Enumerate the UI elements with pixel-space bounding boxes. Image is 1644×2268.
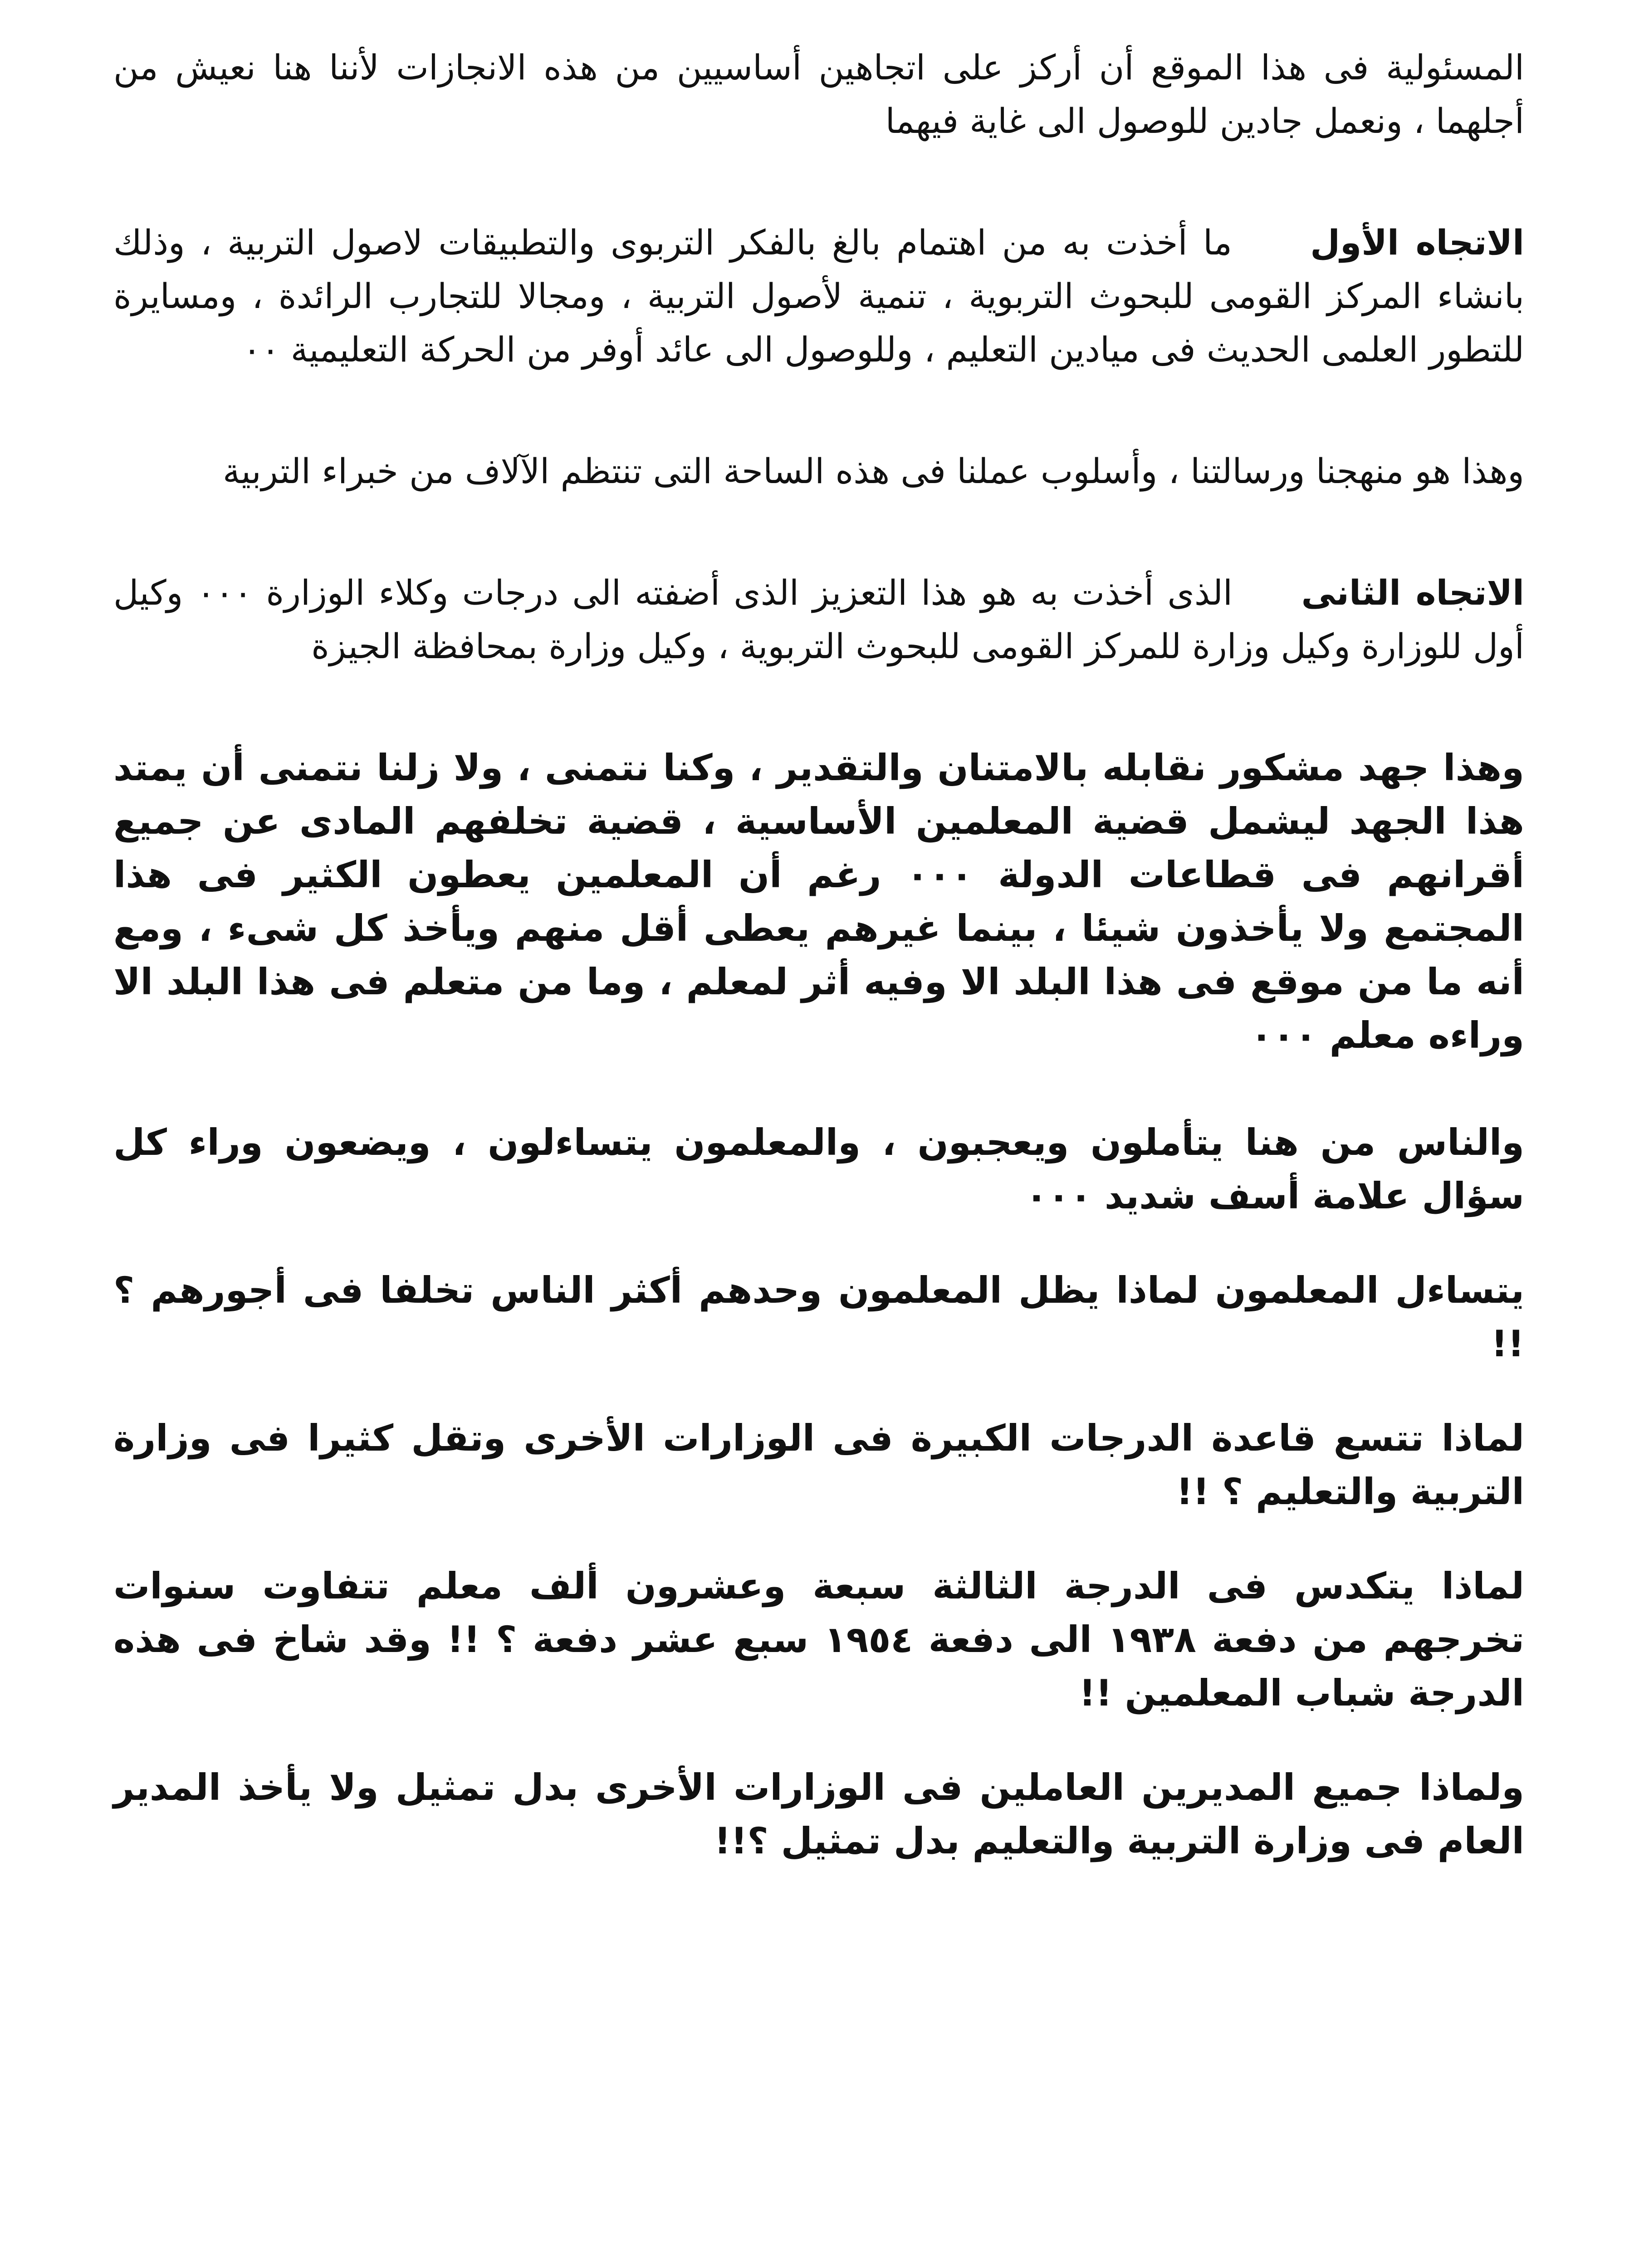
paragraph-heading: الاتجاه الأول [1310,222,1525,263]
paragraph-text: الذى أخذت به هو هذا التعزيز الذى أضفته الى درجات وكلاء الوزارة ٠٠٠ وكيل أول للوزارة وكيل وزارة للمركز القومى للبحوث التربوية ، وكيل وزارة بمحافظة الجيزة [113,572,1524,666]
paragraph-question-grades [113,1412,1524,1519]
paragraph-text: ولماذا جميع المديرين العاملين فى الوزارات الأخرى بدل تمثيل ولا يأخذ المدير العام فى وزارة التربية والتعليم بدل تمثيل ؟!! [113,1766,1524,1862]
paragraph-approach [113,445,1524,498]
paragraph-text: يتساءل المعلمون لماذا يظل المعلمون وحدهم أكثر الناس تخلفا فى أجورهم ؟ !! [113,1269,1524,1365]
paragraph-teachers-issue [113,741,1524,1062]
paragraph-text: والناس من هنا يتأملون ويعجبون ، والمعلمون يتساءلون ، ويضعون وراء كل سؤال علامة أسف شديد ٠٠٠ [113,1121,1524,1217]
paragraph-text: وهذا هو منهجنا ورسالتنا ، وأسلوب عملنا فى هذه الساحة التى تنتظم الآلاف من خبراء التربية [223,451,1524,491]
paragraph-heading: الاتجاه الثانى [1301,572,1524,613]
paragraph-intro [113,41,1524,148]
document-page [113,41,1524,2268]
paragraph-question-allowance [113,1761,1524,1868]
paragraph-text: لماذا تتسع قاعدة الدرجات الكبيرة فى الوزارات الأخرى وتقل كثيرا فى وزارة التربية والتعليم ؟ !! [113,1417,1524,1513]
paragraph-text: لماذا يتكدس فى الدرجة الثالثة سبعة وعشرون ألف معلم تتفاوت سنوات تخرجهم من دفعة ١٩٣٨ الى دفعة ١٩٥٤ سبع عشر دفعة ؟ !! وقد شاخ فى هذه الدرجة شباب المعلمين !! [113,1565,1525,1714]
paragraph-text: وهذا جهد مشكور نقابله بالامتنان والتقدير ، وكنا نتمنى ، ولا زلنا نتمنى أن يمتد هذا الجهد ليشمل قضية المعلمين الأساسية ، قضية تخلفهم المادى عن جميع أقرانهم فى قطاعات الدولة ٠٠٠ رغم أن المعلمين يعطون الكثير فى هذا المجتمع ولا يأخذون شيئا ، بينما غيرهم يعطى أقل منهم ويأخذ كل شىء ، ومع أنه ما من موقع فى هذا البلد الا وفيه أثر لمعلم ، وما من متعلم فى هذا البلد الا وراءه معلم ٠٠٠ [113,747,1525,1056]
paragraph-first-direction [113,216,1524,376]
paragraph-text: ما أخذت به من اهتمام بالغ بالفكر التربوى والتطبيقات لاصول التربية ، وذلك بانشاء المركز القومى للبحوث التربوية ، تنمية لأصول التربية ، ومجالا للتجارب الرائدة ، ومسايرة للتطور العلمى الحديث فى ميادين التعليم ، وللوصول الى عائد أوفر من الحركة التعليمية ٠٠ [113,222,1524,370]
paragraph-second-direction [113,566,1524,673]
paragraph-text: المسئولية فى هذا الموقع أن أركز على اتجاهين أساسيين من هذه الانجازات لأننا هنا نعيش من أجلهما ، ونعمل جادين للوصول الى غاية فيهما [113,47,1524,141]
paragraph-question-wages [113,1264,1524,1371]
paragraph-question-third-grade [113,1559,1524,1720]
paragraph-people-wonder [113,1116,1524,1223]
